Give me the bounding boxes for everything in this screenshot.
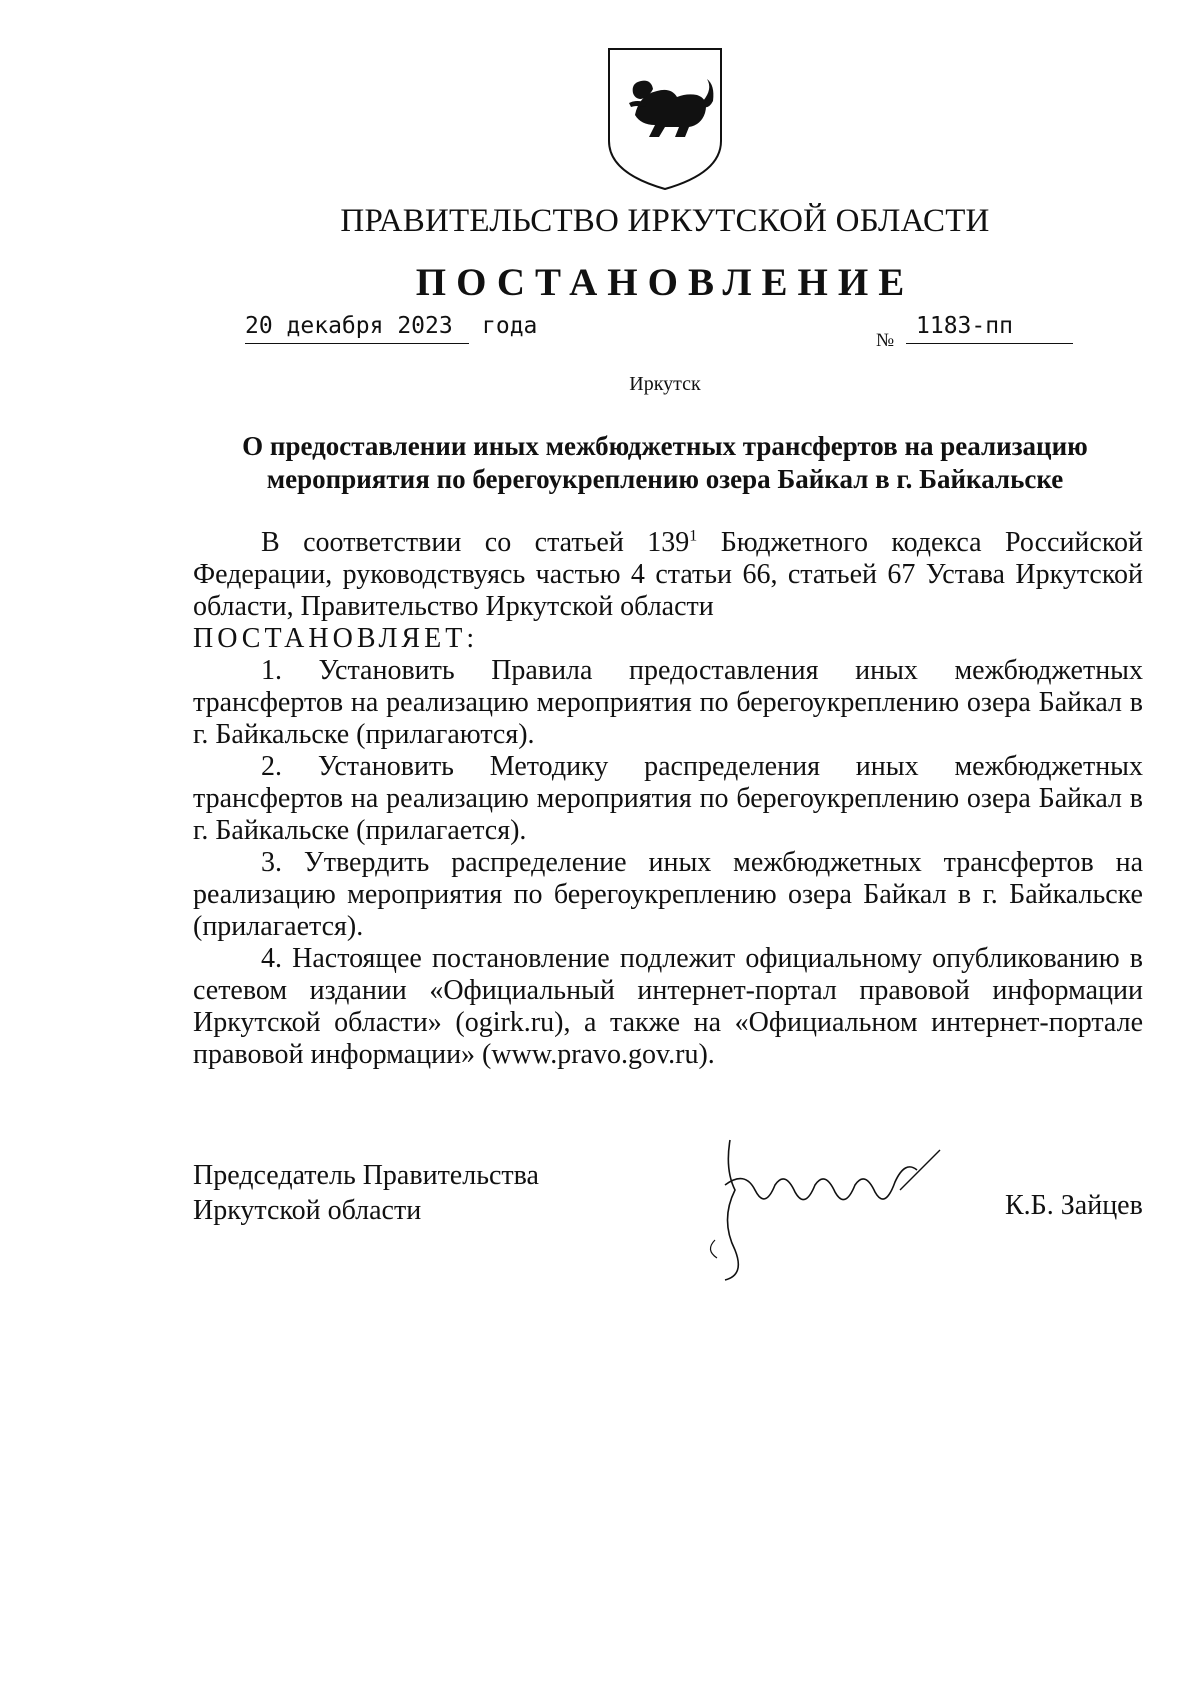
list-item: 4. Настоящее постановление подлежит официальному опубликованию в сетевом издании «Официальный интернет-портал правовой информации Иркутской области» (ogirk.ru), а также на «Официальном интернет-портале правовой информации» (www.pravo.gov.ru). [193,943,1143,1070]
number-sign: № [876,330,895,351]
signer-title-line-2: Иркутской области [193,1195,422,1226]
decrees-heading: ПОСТАНОВЛЯЕТ: [193,623,479,654]
document-body [193,527,1143,1071]
irkutsk-coat-of-arms-icon [605,45,725,193]
signer-title-line-1: Председатель Правительства [193,1160,539,1191]
document-type: ПОСТАНОВЛЕНИЕ [415,261,915,304]
preamble-superscript: 1 [689,527,698,545]
subject-line-1: О предоставлении иных межбюджетных трансфертов на реализацию [242,431,1088,461]
handwritten-signature [695,1130,945,1285]
list-item: 2. Установить Методику распределения иных межбюджетных трансфертов на реализацию мероприятия по берегоукреплению озера Байкал в г. Байкальске (прилагается). [193,751,1143,846]
list-item: 3. Утвердить распределение иных межбюджетных трансфертов на реализацию мероприятия по берегоукреплению озера Байкал в г. Байкальске (прилагается). [193,847,1143,942]
preamble-text-cont: Бюджетного кодекса Российской Федерации, руководствуясь частью 4 статьи 66, статьей 67 Устава Иркутской области, Правительство Иркутской области [193,527,1143,622]
document-number: 1183-пп [906,313,1073,344]
document-city: Иркутск [629,373,701,395]
subject-line-2: мероприятия по берегоукреплению озера Байкал в г. Байкальске [266,464,1064,494]
organization-title: ПРАВИТЕЛЬСТВО ИРКУТСКОЙ ОБЛАСТИ [340,203,990,239]
signer-name: К.Б. Зайцев [1005,1190,1143,1221]
list-item: 1. Установить Правила предоставления иных межбюджетных трансфертов на реализацию мероприятия по берегоукреплению озера Байкал в г. Байкальске (прилагаются). [193,655,1143,750]
document-date-suffix: года [482,313,538,339]
preamble-text: В соответствии со статьей 139 [261,527,690,558]
document-date: 20 декабря 2023 [245,313,469,344]
preamble [193,527,1143,623]
document-subject [205,430,1125,496]
signer-title [193,1158,539,1228]
